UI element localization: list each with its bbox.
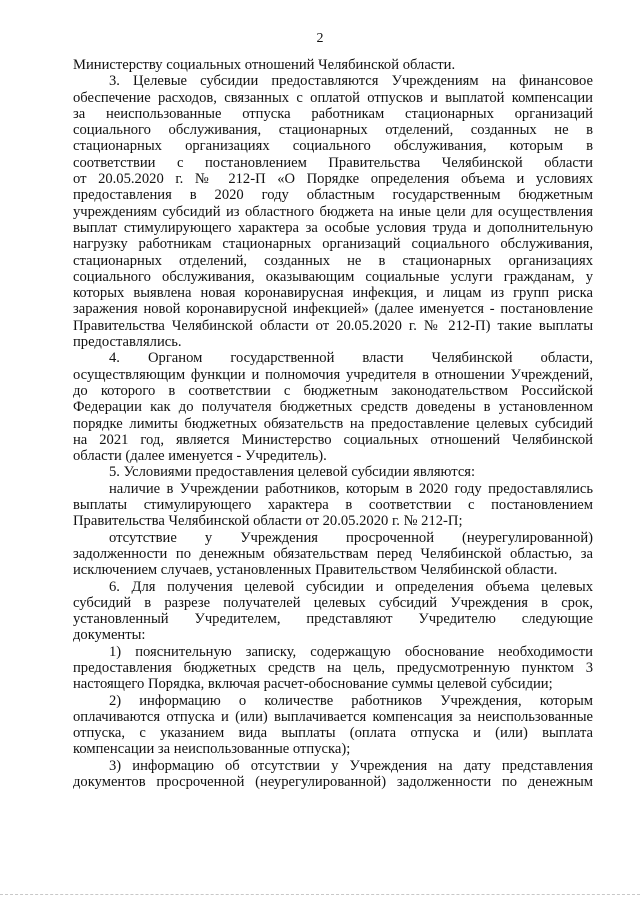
text-line: документов просроченной (неурегулированной) задолженности по денежным	[73, 774, 593, 791]
text-line: Правительства Челябинской области от 20.05.2020 г. № 212-П;	[73, 513, 463, 530]
text-line: обеспечение расходов, связанных с оплатой отпусков и выплатой компенсации	[73, 89, 593, 106]
text-line: отсутствие у Учреждения просроченной (неурегулированной)	[109, 529, 593, 546]
text-line: компенсации за неиспользованные отпуска);	[73, 741, 351, 758]
text-line: нагрузку работникам стационарных организаций социального обслуживания,	[73, 236, 593, 253]
text-line: заражения новой коронавирусной инфекцией» (далее именуется - постановление	[73, 301, 593, 318]
text-line: задолженности по денежным обязательствам перед Челябинской областью, за	[73, 545, 593, 562]
text-line: Министерству социальных отношений Челябинской области.	[73, 57, 456, 73]
text-line: предоставления в 2020 году областным государственным бюджетным	[73, 187, 593, 204]
text-line: 5. Условиями предоставления целевой субсидии являются:	[109, 464, 476, 481]
text-line: стационарных организациях социального обслуживания, которым в	[73, 138, 593, 155]
text-line: осуществляющим функции и полномочия учредителя в отношении Учреждений,	[73, 366, 593, 383]
text-line: за неиспользованные отпуска работникам стационарных организаций	[73, 105, 593, 122]
text-line: учреждениям субсидий из областного бюджета на иные цели для осуществления	[73, 203, 593, 220]
text-line: на 2021 год, является Министерство социальных отношений Челябинской	[73, 431, 593, 448]
text-line: оплачиваются отпуска и (или) выплачивается компенсация за неиспользованные	[73, 708, 593, 725]
text-line: области (далее именуется - Учредитель).	[73, 448, 327, 465]
text-line: 1) пояснительную записку, содержащую обоснование необходимости	[109, 643, 593, 660]
text-line: отпуска, с указанием вида выплаты (оплата отпуска и (или) выплата	[73, 725, 593, 742]
text-line: настоящего Порядка, включая расчет-обоснование суммы целевой субсидии;	[73, 676, 553, 693]
text-line: предоставлялись.	[73, 334, 182, 351]
text-line: Федерации как до получателя бюджетных средств доведены в установленном	[73, 399, 593, 416]
body-text	[73, 57, 593, 790]
text-line: выплат стимулирующего характера за особые условия труда и дополнительную	[73, 219, 593, 236]
text-line: социального обслуживания, оказывающим социальные услуги гражданам, у	[73, 268, 593, 285]
text-line: предоставления бюджетных средств на цель, предусмотренную пунктом 3	[73, 659, 593, 676]
text-line: 3) информацию об отсутствии у Учреждения на дату представления	[109, 757, 593, 774]
page-number: 2	[316, 31, 324, 46]
scan-edge-divider	[0, 894, 640, 896]
text-line: соответствии с постановлением Правительства Челябинской области	[73, 154, 593, 171]
text-line: социального обслуживания, стационарных отделений, созданных не в	[73, 122, 593, 139]
text-line: от 20.05.2020 г. № 212-П «О Порядке определения объема и условиях	[73, 171, 593, 188]
text-line: Правительства Челябинской области от 20.05.2020 г. № 212-П) такие выплаты	[73, 317, 593, 334]
text-line: стационарных отделений, созданных не в стационарных организациях	[73, 252, 593, 269]
text-line: субсидий в разрезе получателей целевых субсидий Учреждения в срок,	[73, 594, 593, 611]
text-line: 3. Целевые субсидии предоставляются Учреждениям на финансовое	[109, 73, 593, 90]
text-line: 2) информацию о количестве работников Учреждения, которым	[109, 692, 593, 709]
text-line: до которого в соответствии с бюджетным законодательством Российской	[73, 382, 593, 399]
text-line: документы:	[73, 627, 146, 644]
text-line: выплаты стимулирующего характера в соответствии с постановлением	[73, 497, 593, 514]
text-line: 4. Органом государственной власти Челябинской области,	[109, 350, 593, 367]
text-line: 6. Для получения целевой субсидии и определения объема целевых	[109, 578, 593, 595]
text-line: установленный Учредителем, представляют Учредителю следующие	[73, 611, 593, 628]
text-line: порядке лимиты бюджетных обязательств на предоставление целевых субсидий	[73, 415, 593, 432]
text-line: наличие в Учреждении работников, которым в 2020 году предоставлялись	[109, 480, 593, 497]
text-line: которых выявлена новая коронавирусная инфекция, и лицам из групп риска	[73, 285, 593, 302]
text-line: исключением случаев, установленных Правительством Челябинской области.	[73, 562, 558, 579]
